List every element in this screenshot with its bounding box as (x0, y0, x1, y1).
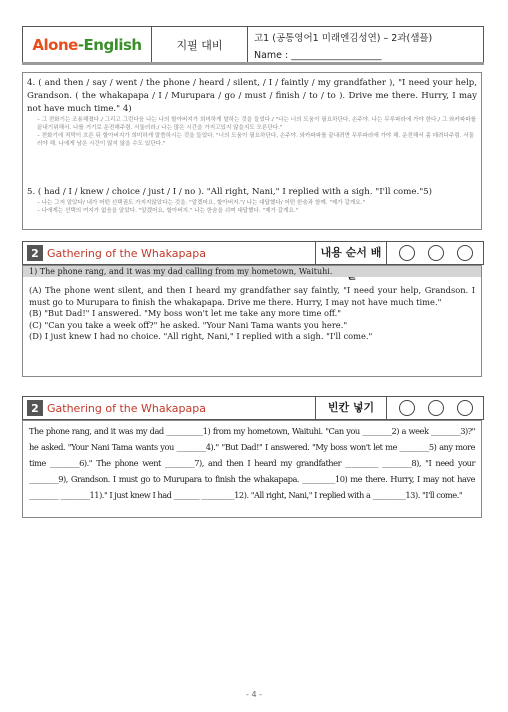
name-field[interactable]: Name : ___________________ (254, 50, 382, 61)
check-circle[interactable] (457, 245, 473, 261)
blank-passage: The phone rang, and it was my dad __________1) from my hometown, Waituhi. "Can you ________2) a week ________3)?" he asked. "Your Nani Tama wants you ________4)." "But Dad!" I answered. "My boss won't let me ________5) any more time ________6)." The phone went ________7), and then I heard my grandfather _________ ________8), "I need your ________9), Grandson. I must go to Murupara to finish the whakapapa. _________10) me there. Hurry, I may not have ________ ________11)." I just knew I had _______ _________12). "All right, Nani," I replied with a _________13). "I'll come." (29, 426, 475, 500)
question-5-note-2: – 나에게는 선택의 여지가 없음을 알았다. "알겠어요, 할아버지." 나는 한숨을 쉬며 대답했다. "제가 갈게요." (37, 208, 299, 214)
section-blank-header (22, 396, 484, 420)
order-option-c: (C) "Can you take a week off?" he asked. "Your Nani Tama wants you here." (29, 319, 348, 330)
section-badge: 2 (27, 245, 43, 261)
section-badge: 2 (27, 400, 43, 416)
section-label: 빈칸 넣기 (315, 397, 387, 419)
order-option-a: (A) The phone went silent, and then I heard my grandfather say faintly, "I need your help, Grandson. I must go to Murupara to finish the whakapapa. Drive me there. Hurry, I may not have much time." (29, 285, 475, 307)
question-5: 5. ( had / I / knew / choice / just / I / no ). "All right, Nani," I replied with a sigh. "I'll come."5) (27, 187, 432, 197)
order-option-d: (D) I just knew I had no choice. "All right, Nani," I replied with a sigh. "I'll come." (29, 331, 373, 341)
worksheet-header (22, 26, 484, 64)
check-circle[interactable] (428, 245, 444, 261)
check-circle[interactable] (428, 400, 444, 416)
brand-logo: Alone - English (32, 36, 142, 54)
section-title: Gathering of the Whakapapa (47, 401, 206, 415)
course-info (248, 27, 483, 63)
check-circle[interactable] (399, 400, 415, 416)
check-circle[interactable] (399, 245, 415, 261)
check-circles (387, 400, 483, 416)
header-divider (22, 62, 484, 65)
check-circle[interactable] (457, 400, 473, 416)
question-5-note-1: – 나는 그저 알았다/ 내가 어떤 선택권도 가지지않았다는 것을. "알겠어요, 할아버지."/ 나는 대답했다/ 어떤 한숨과 함께. "제가 갈게요." (37, 200, 366, 206)
section-order-header (22, 241, 484, 265)
blank-box (22, 420, 482, 518)
question-4-note-1: – 그 전화기는 조용해졌다./ 그리고 그런다음 나는 나의 할아버지가 희미하게 말하는 것을 들었다./ "나는 너의 도움이 필요하단다, 손주야. 나는 무루파라에 가야 한다./ 그 와카파파를 끝내기위해서. 나를 거기로 운전해주렴. 서둘러라./ 나는 많은 시간을 가지고있지 않을지도 모른단다." (37, 117, 477, 131)
question-4: 4. ( and then / say / went / the phone / heard / silent, / I / faintly / my grandfather ), "I need your help, Grandson. ( the whakapapa / I / Murupara / go / must / finish / to / to ). Drive me there. Hurry, I may not have much time." 4) (27, 78, 477, 114)
worksheet-type: 지필 대비 (151, 27, 248, 63)
questions-box (22, 72, 482, 230)
check-circles (387, 245, 483, 261)
page-number: - 4 - (246, 690, 262, 699)
order-box (22, 265, 482, 377)
course-title: 고1 (공통영어1 미래엔김성연) – 2과(샘플) (254, 33, 433, 44)
order-intro: 1) The phone rang, and it was my dad calling from my hometown, Waituhi. (23, 266, 481, 277)
section-title: Gathering of the Whakapapa (47, 246, 206, 260)
question-4-note-2: – 전화기에 적막이 흐른 뒤 할아버지가 희미하게 말씀하시는 것을 들었다. "너의 도움이 필요하단다, 손주야. 와카파파를 끝내려면 무루파라에 가야 해. 운전해서 좀 데려다주렴. 서둘러야 해. 나에게 남은 시간이 많지 않을 수도 있단다." (37, 133, 475, 147)
order-option-b: (B) "But Dad!" I answered. "My boss won't let me take any more time off." (29, 308, 342, 318)
section-label: 내용 순서 배 (315, 242, 387, 264)
